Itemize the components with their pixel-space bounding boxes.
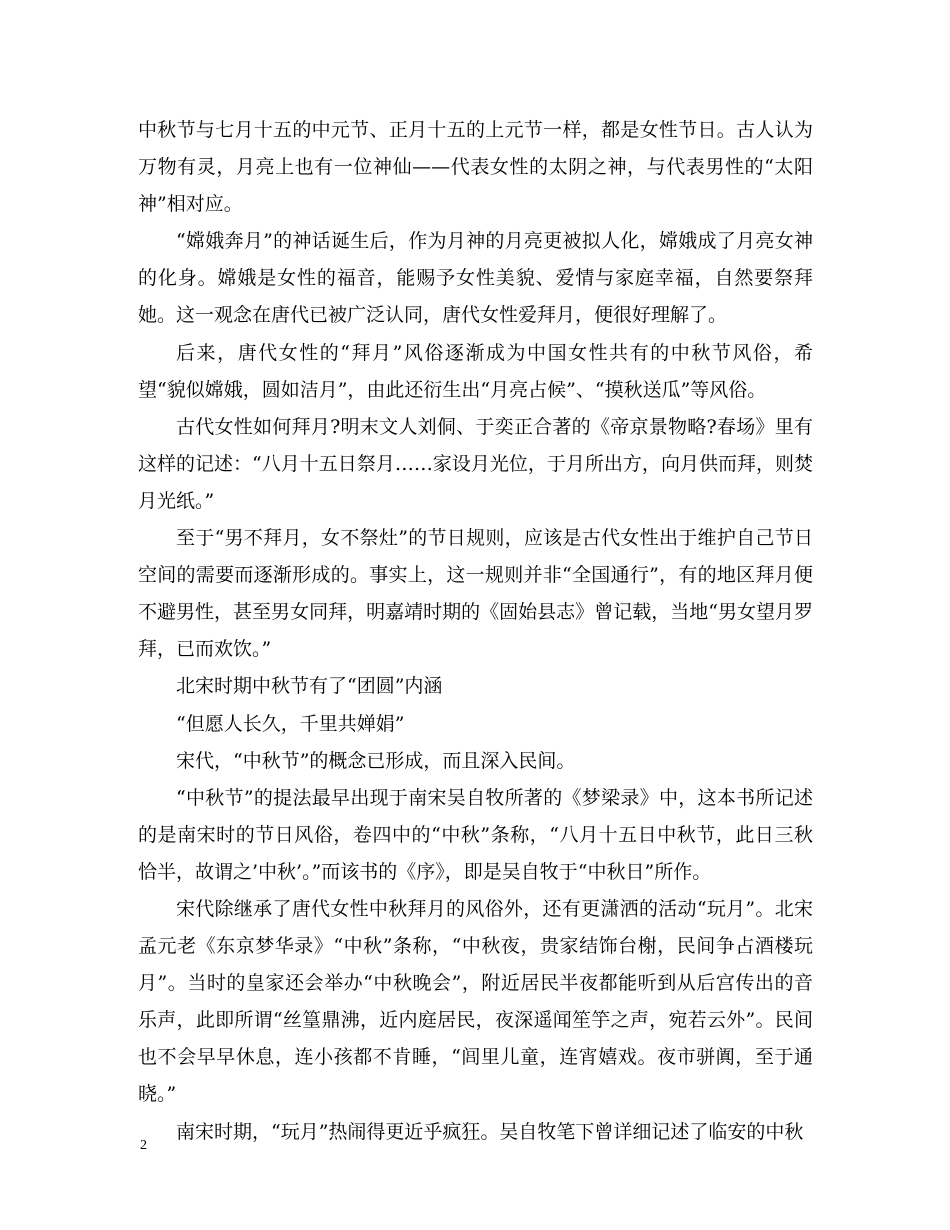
paragraph: “嫦娥奔月”的神话诞生后，作为月神的月亮更被拟人化，嫦娥成了月亮女神的化身。嫦娥是女性的福音，能赐予女性美貌、爱情与家庭幸福，自然要祭拜她。这一观念在唐代已被广泛认同，唐代女性爱拜月，便很好理解了。	[138, 230, 813, 327]
paragraph: 宋代除继承了唐代女性中秋拜月的风俗外，还有更潇洒的活动“玩月”。北宋孟元老《东京梦华录》“中秋”条称，“中秋夜，贵家结饰台榭，民间争占酒楼玩月”。当时的皇家还会举办“中秋晚会”，附近居民半夜都能听到从后宫传出的音乐声，此即所谓“丝篁鼎沸，近内庭居民，夜深遥闻笙竽之声，宛若云外”。民间也不会早早休息，连小孩都不肯睡，“闾里儿童，连宵嬉戏。夜市骈阗，至于通晓。”	[138, 897, 813, 1106]
paragraph: 古代女性如何拜月?明末文人刘侗、于奕正合著的《帝京景物略?春场》里有这样的记述：“八月十五日祭月……家设月光位，于月所出方，向月供而拜，则焚月光纸。”	[138, 415, 813, 512]
paragraph: 南宋时期，“玩月”热闹得更近乎疯狂。吴自牧笔下曾详细记述了临安的中秋	[176, 1120, 804, 1143]
paragraph: 宋代，“中秋节”的概念已形成，而且深入民间。	[176, 749, 576, 772]
page-number: 2	[140, 1138, 147, 1153]
paragraph: 后来，唐代女性的“拜月”风俗逐渐成为中国女性共有的中秋节风俗，希望“貌似嫦娥，圆如洁月”，由此还衍生出“月亮占候”、“摸秋送瓜”等风俗。	[138, 341, 813, 401]
section-heading: 北宋时期中秋节有了“团圆”内涵	[176, 675, 443, 698]
paragraph: “中秋节”的提法最早出现于南宋吴自牧所著的《梦梁录》中，这本书所记述的是南宋时的节日风俗，卷四中的“中秋”条称，“八月十五日中秋节，此日三秋恰半，故谓之’中秋’。”而该书的《序》，即是吴自牧于“中秋日”所作。	[138, 786, 813, 883]
body-text	[138, 112, 813, 1151]
paragraph: 中秋节与七月十五的中元节、正月十五的上元节一样，都是女性节日。古人认为万物有灵，月亮上也有一位神仙——代表女性的太阴之神，与代表男性的“太阳神”相对应。	[138, 119, 813, 216]
section-subheading: “但愿人长久，千里共婵娟”	[176, 712, 405, 735]
paragraph: 至于“男不拜月，女不祭灶”的节日规则，应该是古代女性出于维护自己节日空间的需要而逐渐形成的。事实上，这一规则并非“全国通行”，有的地区拜月便不避男性，甚至男女同拜，明嘉靖时期的《固始县志》曾记载，当地“男女望月罗拜，已而欢饮。”	[138, 527, 813, 661]
